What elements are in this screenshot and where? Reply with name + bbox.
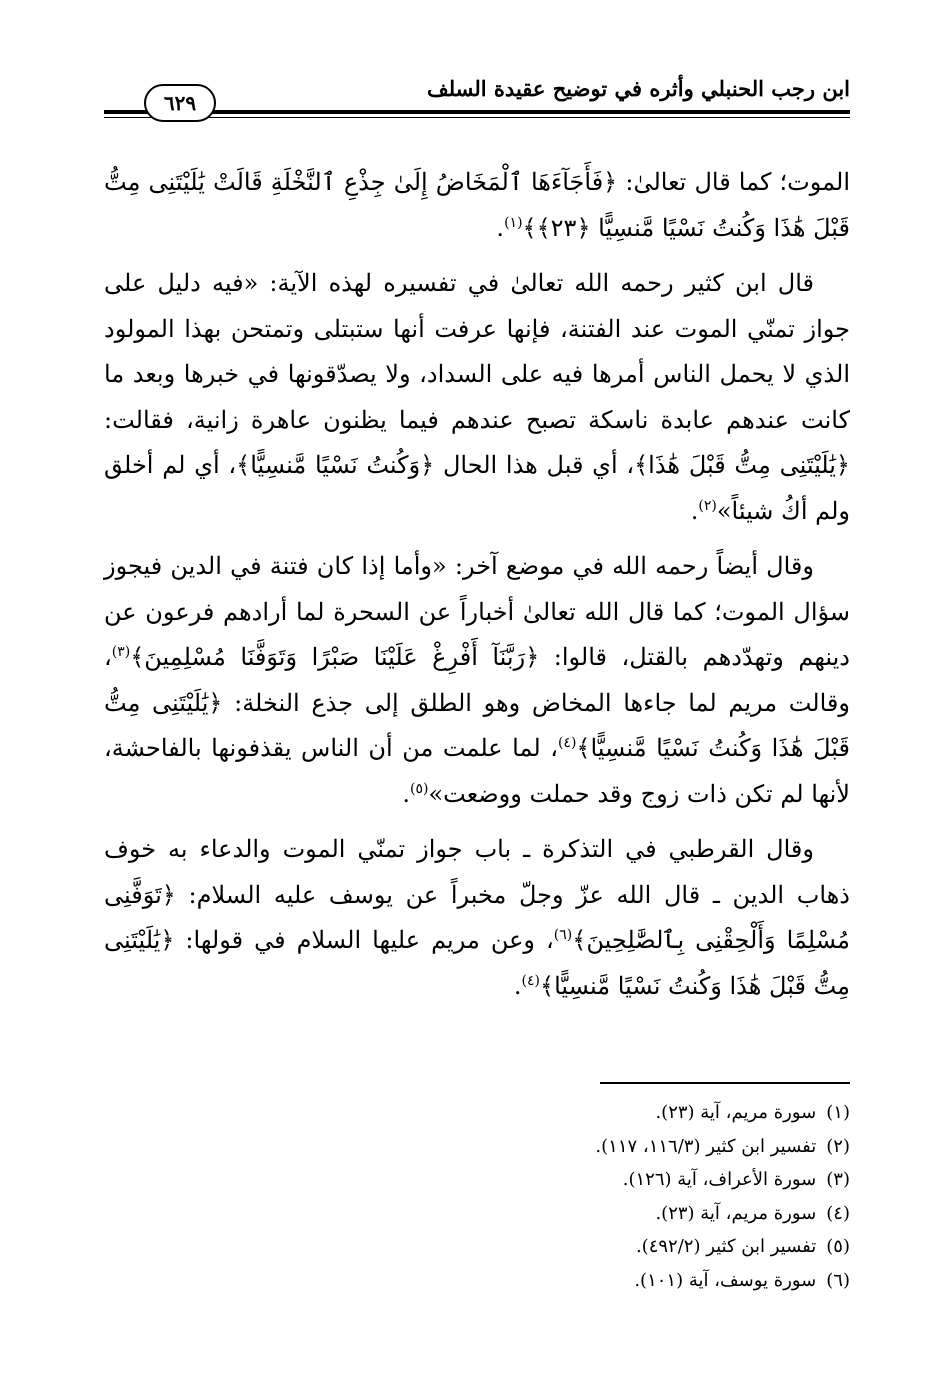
page-number: ٦٢٩ xyxy=(144,84,216,122)
footnote-number: (٥) xyxy=(826,1236,850,1257)
footnote-ref: (٥) xyxy=(410,780,429,797)
footnote-number: (٢) xyxy=(826,1135,850,1157)
paragraph-2-text: قال ابن كثير رحمه الله تعالىٰ في تفسيره لهذه الآية: «فيه دليل على جواز تمنّي الموت عند الفتنة، فإنها عرفت أنها ستبتلى وتمتحن بهذا المولود الذي لا يحمل الناس أمرها فيه على السداد، ولا يصدّقونها في خبرها وبعد ما كانت عندهم عابدة ناسكة تصبح عندهم فيما يظنون عاهرة زانية، فقالت: ﴿يَٰلَيْتَنِى مِتُّ قَبْلَ هَٰذَا﴾، أي قبل هذا الحال ﴿وَكُنتُ نَسْيًا مَّنسِيًّا﴾، أي لم أخلق ولم أكُ شيئاً» xyxy=(104,269,851,525)
paragraph-1 xyxy=(104,160,850,251)
footnote-item xyxy=(104,1197,850,1231)
footnote-text: سورة مريم، آية (٢٣). xyxy=(655,1202,817,1224)
page-header xyxy=(104,70,850,120)
footnote-text: سورة الأعراف، آية (١٢٦). xyxy=(622,1169,817,1190)
footnote-ref: (٤) xyxy=(521,972,541,989)
paragraph-3-text-b: ، وقالت مريم لما جاءها المخاض وهو الطلق إلى جذع النخلة: ﴿يَٰلَيْتَنِى مِتُّ قَبْلَ هَٰذَا وَكُنتُ نَسْيًا مَّنسِيًّا﴾ xyxy=(104,643,850,762)
paragraph-2-end: . xyxy=(690,496,699,525)
paragraph-3-text-c: ، لما علمت من أن الناس يقذفونها بالفاحشة، لأنها لم تكن ذات زوج وقد حملت ووضعت» xyxy=(104,734,850,808)
header-rule-thin xyxy=(104,117,850,118)
footnote-text: سورة يوسف، آية (١٠١). xyxy=(634,1269,817,1291)
header-rule-thick xyxy=(104,110,850,114)
footnote-ref: (٤) xyxy=(557,735,577,751)
running-title: ابن رجب الحنبلي وأثره في توضيح عقيدة السلف xyxy=(426,76,850,101)
footnote-number: (٣) xyxy=(826,1169,850,1190)
paragraph-2 xyxy=(104,261,850,534)
paragraph-1-text: الموت؛ كما قال تعالىٰ: ﴿فَأَجَآءَهَا ٱلْمَخَاضُ إِلَىٰ جِذْعِ ٱلنَّخْلَةِ قَالَتْ يَٰلَيْتَنِى مِتُّ قَبْلَ هَٰذَا وَكُنتُ نَسْيًا مَّنسِيًّا ﴿٢٣﴾﴾ xyxy=(104,168,851,242)
footnote-item xyxy=(104,1230,850,1264)
footnote-ref: (١) xyxy=(504,214,523,231)
footnote-text: تفسير ابن كثير (٤٩٢/٢). xyxy=(635,1236,817,1257)
footnote-ref: (٦) xyxy=(553,927,573,943)
footnote-text: تفسير ابن كثير (١١٦/٣، ١١٧). xyxy=(595,1135,817,1157)
paragraph-4 xyxy=(104,827,850,1009)
footnote-ref: (٣) xyxy=(111,644,131,660)
paragraph-4-end: . xyxy=(513,971,522,1000)
footnote-item xyxy=(104,1163,850,1197)
footnote-item xyxy=(104,1264,850,1298)
paragraph-4-text-b: ، وعن مريم عليها السلام في قولها: ﴿يَٰلَيْتَنِى مِتُّ قَبْلَ هَٰذَا وَكُنتُ نَسْيًا مَّنسِيًّا﴾ xyxy=(104,926,850,1000)
footnote-number: (٤) xyxy=(826,1202,850,1224)
paragraph-3-text-a: وقال أيضاً رحمه الله في موضع آخر: «وأما إذا كان فتنة في الدين فيجوز سؤال الموت؛ كما قال الله تعالىٰ أخباراً عن السحرة لما أرادهم فرعون عن دينهم وتهدّدهم بالقتل، قالوا: ﴿رَبَّنَآ أَفْرِغْ عَلَيْنَا صَبْرًا وَتَوَفَّنَا مُسْلِمِينَ﴾ xyxy=(104,552,850,671)
main-text xyxy=(104,160,850,1019)
footnote-item xyxy=(104,1130,850,1164)
footnote-separator xyxy=(600,1082,850,1084)
paragraph-4-text-a: وقال القرطبي في التذكرة ـ باب جواز تمنّي الموت والدعاء به خوف ذهاب الدين ـ قال الله عزّ وجلّ مخبراً عن يوسف عليه السلام: ﴿تَوَفَّنِى مُسْلِمًا وَأَلْحِقْنِى بِٱلصَّٰلِحِينَ﴾ xyxy=(104,835,851,954)
footnotes xyxy=(104,1096,850,1297)
footnote-item xyxy=(104,1096,850,1130)
paragraph-3 xyxy=(104,544,850,817)
paragraph-1-end: . xyxy=(496,213,505,242)
footnote-ref: (٢) xyxy=(698,497,717,514)
footnote-number: (٦) xyxy=(826,1269,850,1291)
paragraph-3-end: . xyxy=(402,779,410,808)
footnote-number: (١) xyxy=(826,1102,850,1123)
footnote-text: سورة مريم، آية (٢٣). xyxy=(655,1102,817,1123)
